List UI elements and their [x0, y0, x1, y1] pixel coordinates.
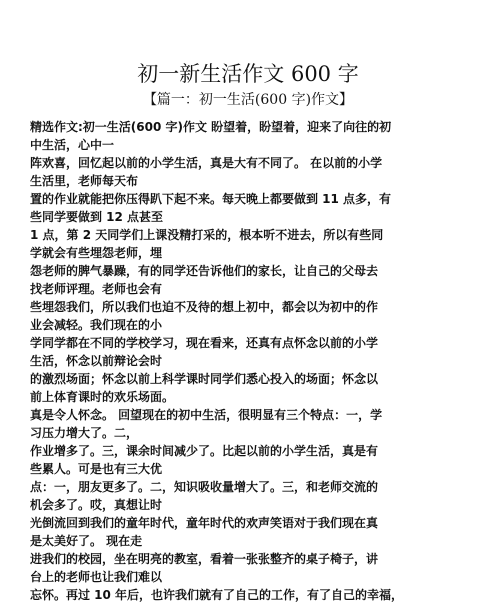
body-text-line: 生活里，老师每天布 [30, 174, 139, 188]
body-text-line: 前上体育课时的欢乐场面。 [30, 390, 175, 404]
body-text-line: 中生活，心中一 [30, 138, 115, 152]
body-text-line: 1 点，第 2 天同学们上课没精打采的，根本听不进去，所以有些同 [30, 228, 384, 242]
body-text-line: 怨老师的脾气暴躁，有的同学还告诉他们的家长，让自己的父母去 [30, 264, 379, 278]
body-text-line: 真是令人怀念。 回望现在的初中生活，很明显有三个特点：一，学 [30, 408, 383, 422]
body-text-line: 学同学都在不同的学校学习，现在看来，还真有点怀念以前的小学 [30, 336, 379, 350]
body-text-line: 习压力增大了。二， [30, 426, 139, 440]
body-text-line: 找老师评理。老师也会有 [30, 282, 163, 296]
body-text-line: 是太美好了。 现在走 [30, 534, 143, 548]
body-text-line: 忘怀。再过 10 年后，也许我们就有了自己的工作，有了自己的幸福， [30, 588, 404, 602]
body-text-line: 台上的老师也让我们难以 [30, 570, 163, 584]
document-title: 初一新生活作文 600 字 [137, 62, 359, 86]
body-text-line: 学就会有些埋怨老师，埋 [30, 246, 163, 260]
body-text-line: 光倒流回到我们的童年时代，童年时代的欢声笑语对于我们现在真 [30, 516, 379, 530]
body-text-line: 机会多了。哎，真想让时 [30, 498, 163, 512]
document-subtitle: 【篇一：初一生活(600 字)作文】 [142, 92, 354, 108]
body-text-line: 的激烈场面；怀念以前上科学课时同学们悉心投入的场面；怀念以 [30, 372, 379, 386]
body-text-line: 些同学要做到 12 点甚至 [30, 210, 164, 224]
body-text-line: 置的作业就能把你压得趴下起不来。每天晚上都要做到 11 点多，有 [30, 192, 392, 206]
body-text-line: 些埋怨我们，所以我们也迫不及待的想上初中，都会以为初中的作 [30, 300, 379, 314]
body-text-line: 业会减轻。我们现在的小 [30, 318, 163, 332]
body-text-line: 些累人。可是也有三大优 [30, 462, 163, 476]
document-body [30, 118, 442, 604]
body-text-line: 阵欢喜，回忆起以前的小学生活，真是大有不同了。 在以前的小学 [30, 156, 383, 170]
body-text-line: 点：一，朋友更多了。二，知识吸收量增大了。三，和老师交流的 [30, 480, 379, 494]
body-text-line: 进我们的校园，坐在明亮的教室，看着一张张整齐的桌子椅子，讲 [30, 552, 379, 566]
body-text-line: 生活，怀念以前辩论会时 [30, 354, 163, 368]
body-text-line: 作业增多了。三，课余时间减少了。比起以前的小学生活，真是有 [30, 444, 379, 458]
body-text-line: 精选作文:初一生活(600 字)作文 盼望着，盼望着，迎来了向往的初 [30, 120, 392, 134]
